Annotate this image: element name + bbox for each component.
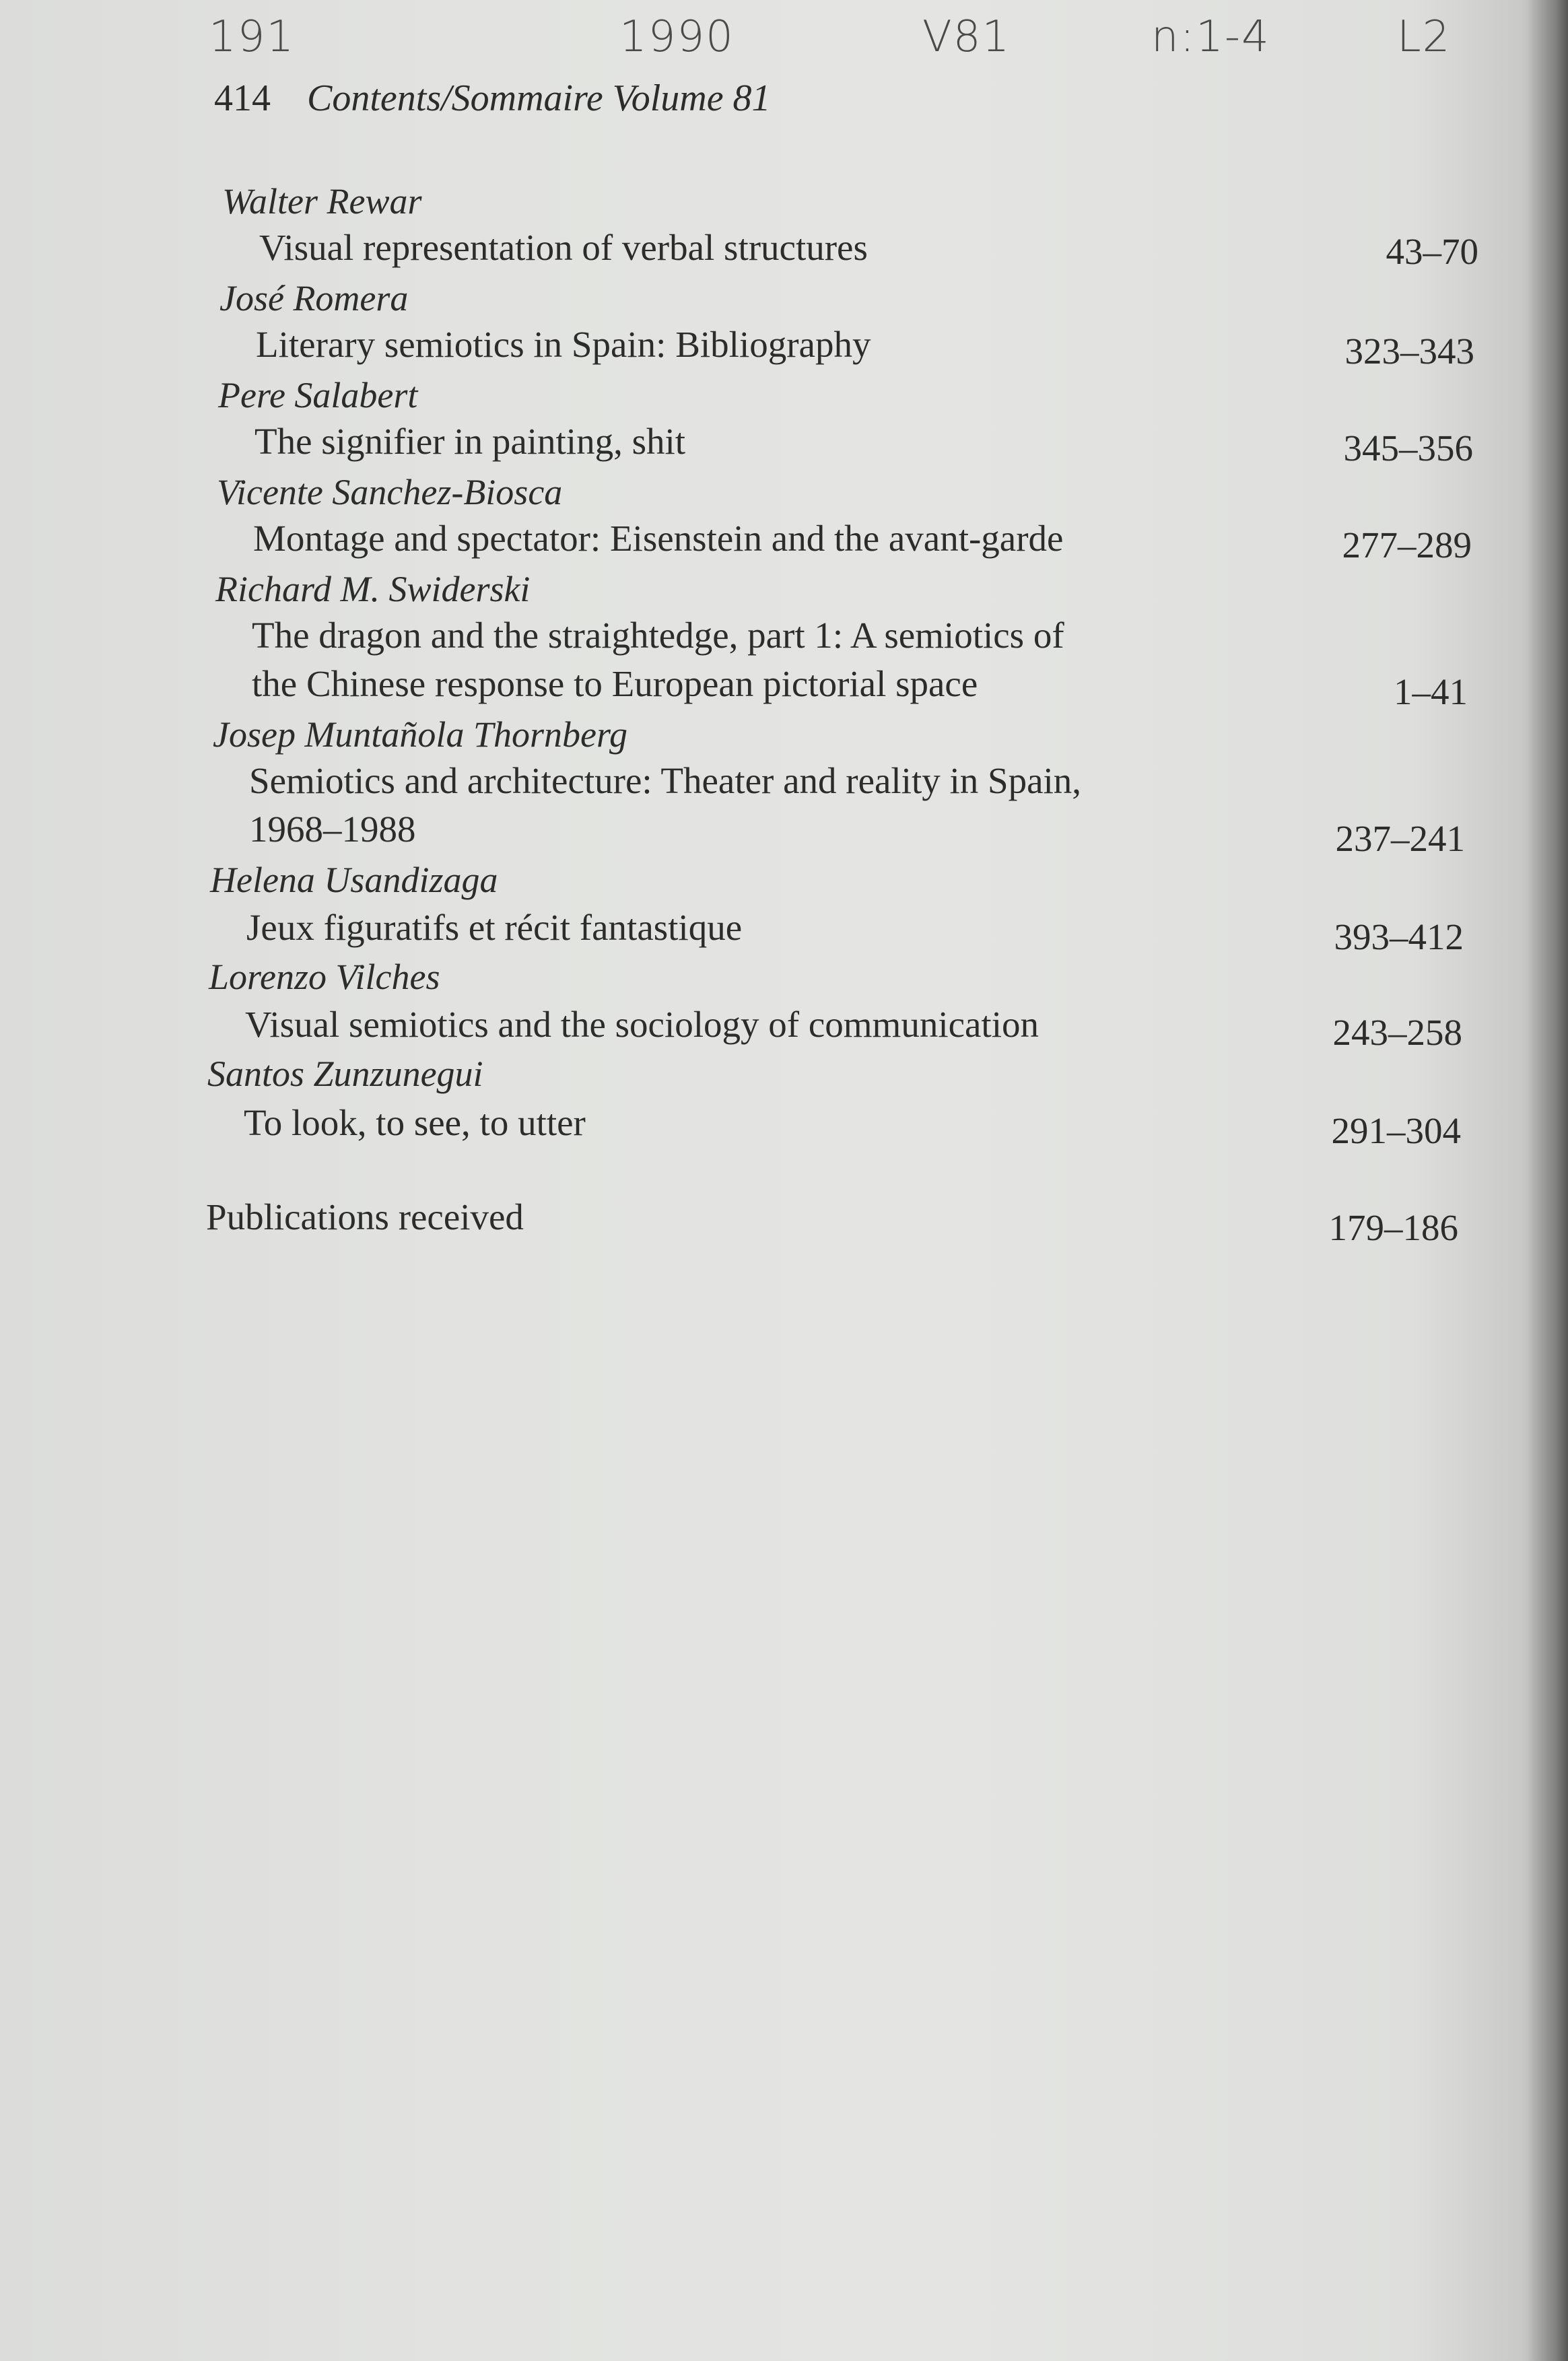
entry-pages: 237–241 [1335, 818, 1465, 859]
entry-pages: 345–356 [1343, 427, 1473, 469]
entry-pages: 323–343 [1344, 331, 1474, 372]
entry-author: Lorenzo Vilches [209, 957, 440, 997]
entry-title: Jeux figuratifs et récit fantastique [246, 907, 743, 948]
entry-author: Richard M. Swiderski [215, 569, 531, 609]
header-title: Contents/Sommaire Volume 81 [307, 77, 771, 119]
entry-author: Josep Muntañola Thornberg [213, 714, 627, 755]
entry-title: the Chinese response to European pictorial space [252, 663, 978, 704]
handwritten-note-4: n:1-4 [1151, 12, 1270, 62]
entry-title: 1968–1988 [249, 809, 416, 850]
entry-title: Montage and spectator: Eisenstein and the avant-garde [253, 518, 1064, 559]
entry-author: Pere Salabert [218, 375, 418, 415]
entry-title: To look, to see, to utter [244, 1102, 586, 1143]
entry-pages: 277–289 [1342, 524, 1472, 566]
entry-author: Vicente Sanchez-Biosca [217, 472, 563, 512]
entry-pages: 393–412 [1334, 916, 1464, 957]
page-number: 414 [214, 77, 271, 119]
entry-title: The dragon and the straightedge, part 1: A semiotics of [252, 615, 1064, 656]
entry-pages: 1–41 [1394, 671, 1468, 712]
entry-author: Walter Rewar [222, 181, 422, 221]
handwritten-note-3: V81 [922, 12, 1011, 62]
entry-pages: 243–258 [1332, 1012, 1462, 1053]
handwritten-note-2: 1990 [619, 12, 735, 62]
entry-author: Santos Zunzunegui [207, 1054, 483, 1094]
handwritten-note-1: 191 [209, 12, 296, 62]
entry-author: José Romera [219, 278, 409, 318]
entry-title: Semiotics and architecture: Theater and reality in Spain, [249, 760, 1082, 801]
entry-title: Literary semiotics in Spain: Bibliography [256, 324, 871, 365]
entry-author: Helena Usandizaga [210, 860, 498, 900]
entry-title: The signifier in painting, shit [254, 421, 686, 462]
running-header [214, 77, 771, 120]
entry-pages: 43–70 [1386, 231, 1478, 272]
publications-received-pages: 179–186 [1328, 1207, 1458, 1248]
entry-pages: 291–304 [1331, 1110, 1461, 1151]
handwritten-note-5: L2 [1397, 12, 1452, 62]
binding-shadow [1528, 0, 1568, 2361]
entry-title: Visual representation of verbal structures [259, 227, 868, 268]
entry-title: Visual semiotics and the sociology of communication [245, 1004, 1039, 1045]
publications-received-label: Publications received [206, 1196, 524, 1237]
